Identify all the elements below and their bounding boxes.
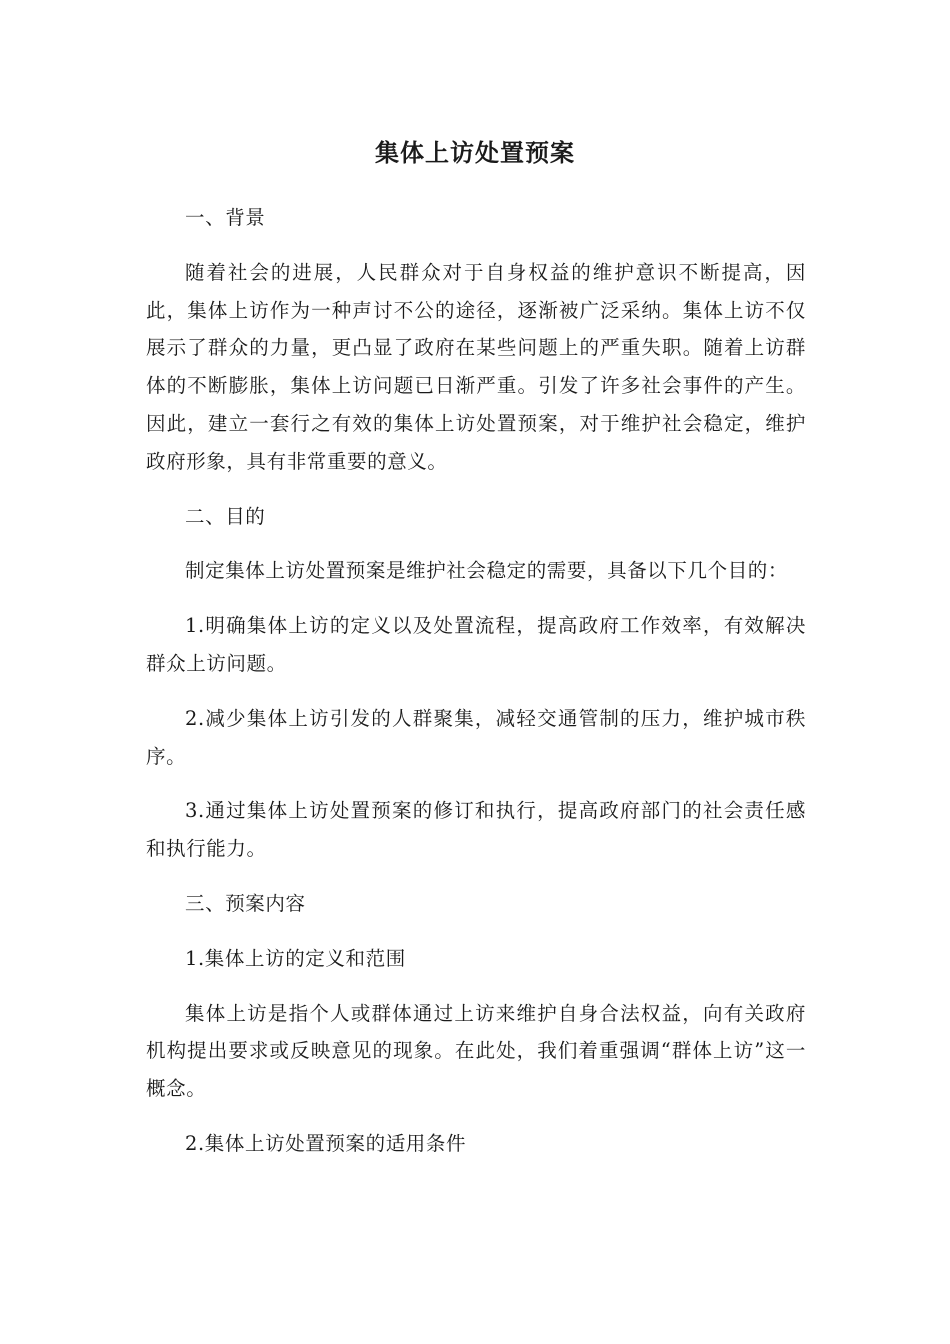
list-item-purpose-3: 3.通过集体上访处置预案的修订和执行，提高政府部门的社会责任感和执行能力。 xyxy=(146,799,806,861)
section-heading-purpose: 二、目的 xyxy=(185,504,266,528)
paragraph-definition: 集体上访是指个人或群体通过上访来维护自身合法权益，向有关政府机构提出要求或反映意见的现象。在此处，我们着重强调“群体上访”这一概念。 xyxy=(146,1001,806,1101)
document-title: 集体上访处置预案 xyxy=(375,139,575,167)
list-item-purpose-2: 2.减少集体上访引发的人群聚集，减轻交通管制的压力，维护城市秩序。 xyxy=(146,706,806,768)
section-heading-background: 一、背景 xyxy=(185,206,266,229)
paragraph-background: 随着社会的进展，人民群众对于自身权益的维护意识不断提高，因此，集体上访作为一种声讨不公的途径，逐渐被广泛采纳。集体上访不仅展示了群众的力量，更凸显了政府在某些问题上的严重失职。随着上访群体的不断膨胀，集体上访问题已日渐严重。引发了许多社会事件的产生。因此，建立一套行之有效的集体上访处置预案，对于维护社会稳定，维护政府形象，具有非常重要的意义。 xyxy=(146,260,806,473)
subheading-definition-scope: 1.集体上访的定义和范围 xyxy=(185,946,406,970)
section-heading-plan-content: 三、预案内容 xyxy=(185,891,306,915)
paragraph-purpose-intro: 制定集体上访处置预案是维护社会稳定的需要，具备以下几个目的： xyxy=(185,559,789,583)
subheading-applicable-conditions: 2.集体上访处置预案的适用条件 xyxy=(185,1131,467,1155)
document-body xyxy=(146,199,806,1180)
list-item-purpose-1: 1.明确集体上访的定义以及处置流程，提高政府工作效率，有效解决群众上访问题。 xyxy=(146,614,806,675)
